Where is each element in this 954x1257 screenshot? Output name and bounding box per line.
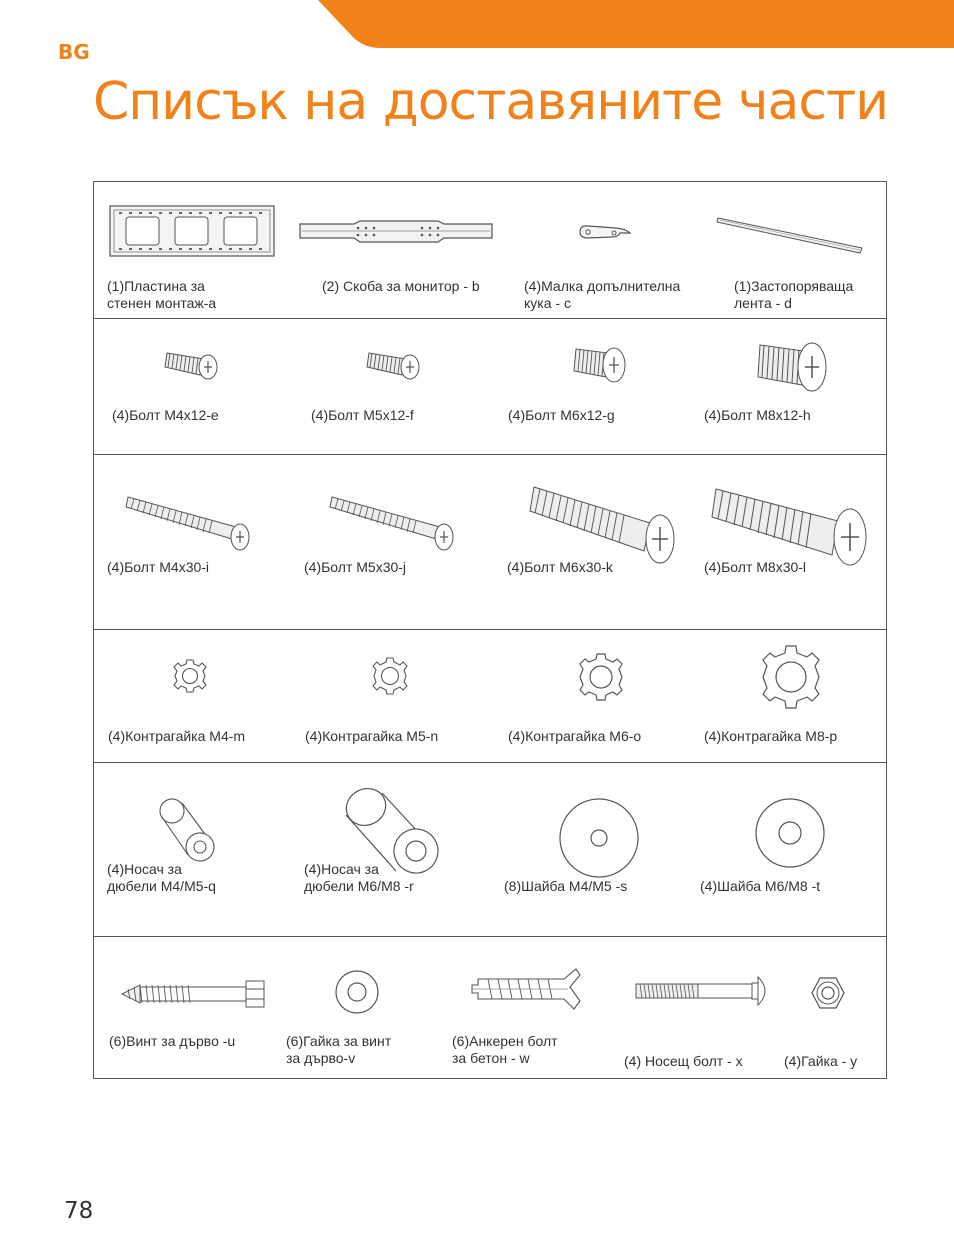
part-label: (4) Носещ болт - x [624, 1053, 743, 1069]
part-spacer-m6m8 [294, 763, 494, 936]
part-wood-screw-washer [284, 937, 452, 1078]
part-bolt-m8x30 [694, 455, 886, 629]
part-label: (4)Шайба M6/M8 -t [700, 878, 821, 894]
parts-row-6 [94, 937, 886, 1078]
lock-nut-icon [172, 658, 208, 694]
spacer-icon [154, 797, 228, 863]
parts-row-4 [94, 630, 886, 763]
part-label: (4)Гайка - y [784, 1053, 858, 1069]
language-code: BG [58, 40, 90, 64]
part-label: (4)Болт M6x12-g [508, 407, 615, 423]
part-label: (4)Контрагайка M4-m [108, 728, 246, 744]
part-hex-nut [782, 937, 886, 1078]
part-label: (8)Шайба M4/M5 -s [504, 878, 628, 894]
bolt-icon [572, 341, 634, 391]
washer-icon [334, 969, 380, 1015]
wood-screw-icon [120, 977, 270, 1011]
part-label: (4)Болт M8x30-l [704, 559, 807, 575]
bolt-icon [528, 479, 688, 571]
part-lock-nut-m5 [294, 630, 494, 762]
page-number: 78 [64, 1198, 94, 1224]
part-bolt-m5x30 [294, 455, 494, 629]
part-label: (4)Малка допълнителна кука - c [524, 278, 681, 311]
part-spacer-m4m5 [94, 763, 294, 936]
part-locking-bar [714, 182, 886, 318]
part-wall-anchor [452, 937, 620, 1078]
part-bolt-m5x12 [294, 319, 494, 454]
part-bolt-m4x30 [94, 455, 294, 629]
part-label: (6)Винт за дърво -u [109, 1033, 236, 1049]
part-label: (6)Гайка за винт за дърво-v [286, 1033, 392, 1066]
bolt-icon [124, 491, 264, 553]
monitor-bracket-icon [298, 220, 494, 244]
part-lock-nut-m4 [94, 630, 294, 762]
small-hook-icon [576, 222, 634, 242]
part-washer-m4m5 [494, 763, 694, 936]
part-label: (4)Контрагайка M8-p [704, 728, 838, 744]
part-bolt-m6x12 [494, 319, 694, 454]
part-label: (2) Скоба за монитор - b [322, 278, 480, 294]
washer-icon [558, 797, 640, 879]
bolt-icon [366, 345, 426, 387]
part-label: (4)Болт M4x30-i [107, 559, 210, 575]
page-title: Списък на доставяните части [93, 72, 889, 132]
bolt-icon [164, 345, 224, 387]
part-wood-screw [94, 937, 284, 1078]
hex-nut-icon [810, 975, 846, 1011]
part-small-hook [504, 182, 714, 318]
bolt-icon [328, 491, 468, 553]
part-label: (4)Болт M8x12-h [704, 407, 811, 423]
locking-bar-icon [716, 216, 864, 256]
part-washer-m6m8 [694, 763, 886, 936]
parts-row-2 [94, 319, 886, 455]
part-bolt-m8x12 [694, 319, 886, 454]
part-wall-plate [94, 182, 294, 318]
part-label: (4)Контрагайка M5-n [305, 728, 439, 744]
lock-nut-icon [758, 644, 824, 710]
part-label: (6)Анкерен болт за бетон - w [452, 1033, 558, 1066]
bolt-icon [754, 333, 834, 399]
lock-nut-icon [370, 656, 410, 696]
washer-icon [754, 797, 826, 869]
part-bolt-m6x30 [494, 455, 694, 629]
part-label: (1)Застопоряваща лента - d [734, 278, 854, 311]
part-label: (4)Носач за дюбели M4/M5-q [107, 861, 216, 894]
part-label: (4)Болт M5x30-j [304, 559, 407, 575]
parts-row-5 [94, 763, 886, 937]
part-lock-nut-m6 [494, 630, 694, 762]
bolt-icon [710, 479, 876, 571]
part-monitor-bracket [294, 182, 504, 318]
lock-nut-icon [576, 652, 626, 702]
parts-grid [93, 181, 887, 1079]
part-carriage-bolt [620, 937, 782, 1078]
part-label: (4)Носач за дюбели M6/M8 -r [304, 861, 414, 894]
part-label: (4)Болт M6x30-k [507, 559, 613, 575]
parts-row-3 [94, 455, 886, 630]
wall-anchor-icon [468, 965, 584, 1015]
header-accent-tab [0, 0, 954, 50]
part-label: (1)Пластина за стенен монтаж-a [107, 278, 217, 311]
parts-row-1 [94, 182, 886, 319]
wall-plate-icon [109, 204, 275, 258]
carriage-bolt-icon [634, 975, 774, 1007]
part-lock-nut-m8 [694, 630, 886, 762]
part-label: (4)Контрагайка M6-o [508, 728, 642, 744]
part-label: (4)Болт M4x12-e [112, 407, 219, 423]
part-label: (4)Болт M5x12-f [311, 407, 414, 423]
part-bolt-m4x12 [94, 319, 294, 454]
